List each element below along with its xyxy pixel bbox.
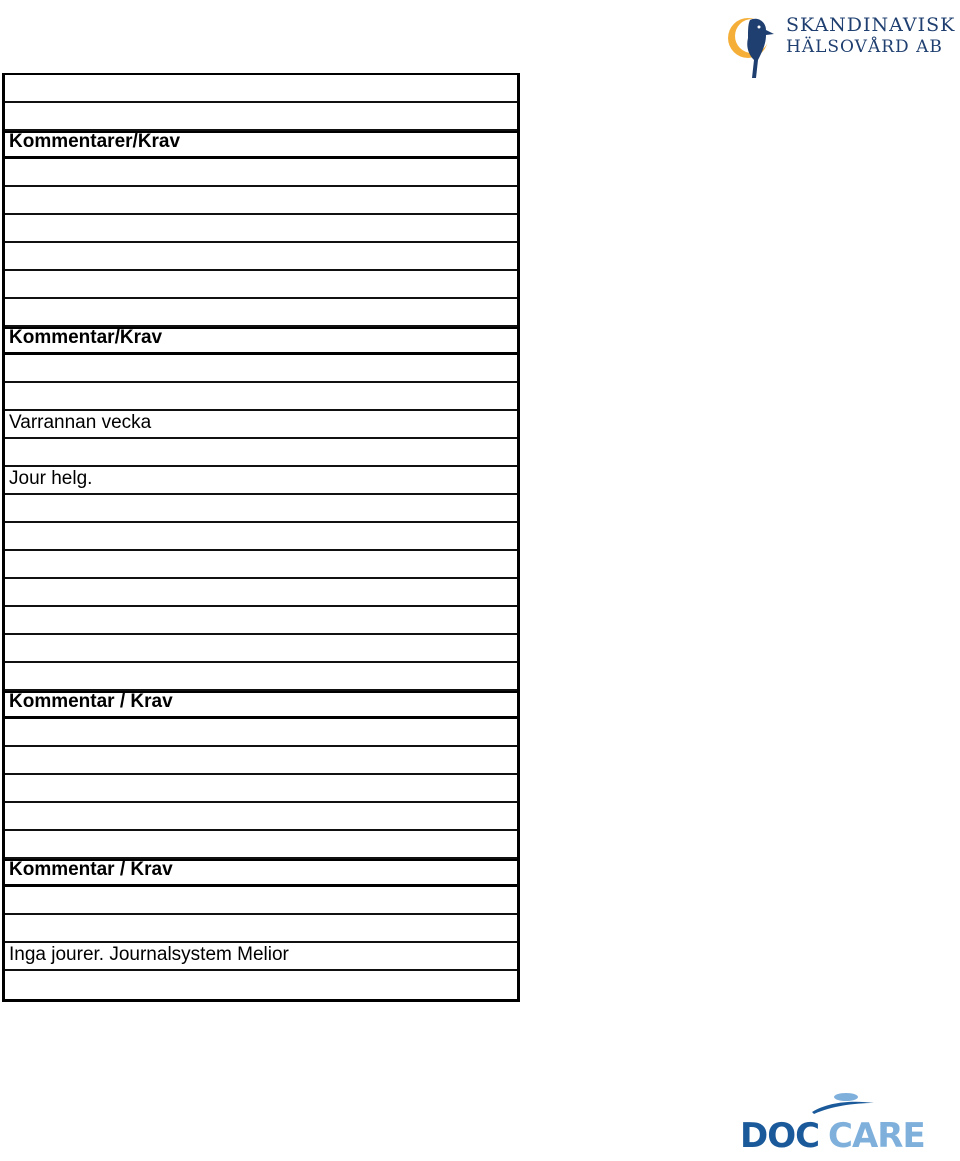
table-row	[5, 495, 517, 523]
table-row	[5, 523, 517, 551]
table-row	[5, 635, 517, 663]
table-row	[5, 887, 517, 915]
table-row	[5, 971, 517, 999]
logo-line-2: HÄLSOVÅRD AB	[786, 37, 943, 57]
section-heading: Kommentar / Krav	[9, 859, 173, 880]
swoosh-icon	[808, 1090, 878, 1118]
table-row	[5, 943, 517, 971]
table-row	[5, 411, 517, 439]
table-row	[5, 747, 517, 775]
section-heading: Kommentar / Krav	[9, 691, 173, 712]
table-row	[5, 159, 517, 187]
table-row	[5, 355, 517, 383]
doccare-logo	[740, 1090, 945, 1156]
table-row	[5, 243, 517, 271]
cell-text: Varrannan vecka	[9, 412, 152, 433]
table-row	[5, 803, 517, 831]
cell-text: Jour helg.	[9, 468, 93, 489]
section-heading: Kommentar/Krav	[9, 327, 163, 348]
table-row	[5, 831, 517, 859]
table-row	[5, 187, 517, 215]
logo-line-1: SKANDINAVISK	[786, 14, 956, 36]
section-heading-row	[5, 131, 517, 159]
table-row	[5, 103, 517, 131]
table-row	[5, 439, 517, 467]
table-row	[5, 299, 517, 327]
section-heading-row	[5, 859, 517, 887]
table-row	[5, 915, 517, 943]
logo-doc-text: DOC	[740, 1116, 820, 1156]
table-row	[5, 663, 517, 691]
comment-table	[2, 73, 520, 1002]
table-row	[5, 271, 517, 299]
table-row	[5, 775, 517, 803]
table-row	[5, 215, 517, 243]
logo-care-text: CARE	[828, 1116, 925, 1156]
cell-text: Inga jourer. Journalsystem Melior	[9, 944, 289, 965]
skandinavisk-halsovard-logo	[726, 8, 956, 82]
bird-sun-icon	[726, 8, 786, 82]
section-heading-row	[5, 691, 517, 719]
table-row	[5, 607, 517, 635]
table-row	[5, 551, 517, 579]
section-heading-row	[5, 327, 517, 355]
table-row	[5, 467, 517, 495]
table-row	[5, 719, 517, 747]
section-heading: Kommentarer/Krav	[9, 131, 181, 152]
table-row	[5, 579, 517, 607]
table-row	[5, 75, 517, 103]
table-row	[5, 383, 517, 411]
